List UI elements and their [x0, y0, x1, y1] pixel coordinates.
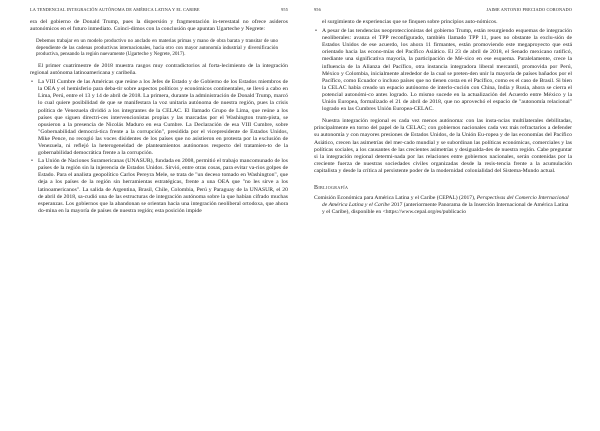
left-running-head-title: LA TENDENCIAL INTEGRACIÓN AUTÓNOMA DE AMÉRICA LATINA Y EL CARIBE [30, 7, 200, 12]
bibliography-heading: Bibliografía [314, 184, 349, 191]
list-item [30, 158, 288, 215]
bib-entry-author: Comisión Económica para América Latina y el Caribe (CEPAL) (2017), [314, 194, 477, 201]
right-page-number: 956 [314, 7, 321, 12]
block-quote: Debemos trabajar en un modelo productivo no anclado en materias primas y mano de obra barata y transitar de uno dependiente de las cadenas productivas internacionales, hacia otro con mayor autonomía industrial y diversificación productiva, pensando la región nuevamente (Ugarteche y Negrete, 2017). [36, 38, 278, 58]
right-running-head-title: JAIME ANTONIO PRECIADO CORONADO [486, 7, 572, 12]
right-continuation: el surgimiento de experiencias que se finquen sobre principios auto-nómicos. [322, 19, 498, 25]
list-item [314, 28, 572, 113]
right-running-head [314, 7, 572, 12]
bib-entry-rest: 2017 (anteriormente Panorama de la Inserción Internacional de América Latina y el Caribe), disponible en <https://www.cepal.org/es/publicacio [322, 201, 569, 215]
left-page-number: 955 [281, 7, 288, 12]
list-item [30, 79, 288, 157]
bullet-icon: • [31, 158, 33, 165]
right-bullet-list [314, 28, 572, 113]
bib-entry-title: Perspectivas del Comercio Internacional de América Latina y el Caribe [322, 194, 569, 208]
left-running-head [30, 7, 288, 12]
left-paragraph-2: El primer cuatrimestre de 2018 muestra rasgos muy contradictorios al forta-lecimiento de la integración regional autónoma latinoamericana y caribeña. [30, 62, 288, 77]
bullet-icon: • [315, 28, 317, 35]
bibliography-entry [314, 195, 572, 216]
left-intro-paragraph: era del gobierno de Donald Trump, pues la dispersión y fragmentación in-terestatal no ofrece asideros autonómicos en el futuro inmediato. Coinci-dimos con la conclusión que apuntan Ugarteche y Negrete: [30, 19, 288, 33]
right-paragraph-2: Nuestra integración regional es cada vez menos autónoma: con las insta-ncias multilaterales debilitadas, principalmente en torno del papel de la CELAC; con gobiernos nacionales cada vez más refractarios a defender su autonomía y con mayores presiones de Estados Unidos, de la Unión Eu-ropea y de las economías del Pacífico Asiático, crecen las asimetrías del mer-cado mundial y se subordinan las políticas económicas, comerciales y las políticas sociales, a los causantes de las crecientes asimetrías y desigualda-des de nuestra región. Cabe preguntar si la integración regional determi-nada por las relaciones entre gobiernos nacionales, serán contenidas por la creciente fuerza de nuestras sociedades civiles organizadas desde la resis-tencia frente a la acumulación capitalista y desde la crítica al persistente poder de la modernidad colonialidad del Sistema-Mundo actual. [314, 118, 572, 174]
list-item-text: A pesar de las tendencias neoproteccionistas del gobierno Trump, están resurgiendo esquemas de integración neoliberales: avanza el TPP reconfigurado, también llamado TPP 11, pues no obstante la exclu-sión de Estados Unidos de ese acuerdo, los ahora 11 firmantes, están promoviendo este megaproyecto que está orientado hacia las econo-mías del Pacífico Asiático. El 23 de abril de 2018, el Senado mexicano ratificó, mediante una significativa mayoría, la participación de Mé-xico en ese esquema. Paralelamente, crece la influencia de la Alianza del Pacífico, otra instancia integradora liberal mercantil, promovida por Perú, México y Colombia, inicialmente alrededor de la cual se preten-den unir la mayoría de países bañados por el Pacífico, como Ecuador o incluso países que no tienen costa en el Pacífico, como es el caso de Brasil. Si bien la CELAC había creado un espacio autónomo de interlo-cución con China, India y Rusia, ahora se cierra el potencial autonómi-co antes logrado. Lo mismo sucede en la actualización del Acuerdo entre México y la Unión Europea, formalizado el 21 de abril de 2018, que no aprovechó el espacio de "autonomía relacional" logrado en las Cumbres Unión Europea-CELAC. [322, 28, 572, 113]
list-item-text: La Unión de Naciones Suramericanas (UNASUR), fundada en 2008, permitió el trabajo mancomunado de los países de la región sin la injerencia de Estados Unidos. Sirvió, entre otras cosas, para evitar va-rios golpes de Estado. Para el analista geopolítico Carlos Pereyra Mele, se trata de "un deceso tomado en Washington", que deja a los países de la región sin herramientas estratégicas, frente a una OEA que "no les sirve a los latinoamericanos". La salida de Argentina, Brasil, Chile, Colombia, Perú y Paraguay de la UNASUR, el 20 de abril de 2018, sa-cudió una de las estructuras de integración autónoma sobre la que habían cifrado muchas esperanzas. Los gobiernos que la abandonan se orientan hacia una integración neoliberal ortodoxa, que ahora do-mina en la mayoría de países de nuestra región; esta posición impide [38, 158, 288, 214]
list-item-text: La VIII Cumbre de las Américas que reúne a los Jefes de Estado y de Gobierno de los Estados miembros de la OEA y el hemisferio para deba-tir sobre aspectos políticos y económicos continentales, se llevó a cabo en Lima, Perú, entre el 13 y 14 de abril de 2018. La primera, durante la administración de Donald Trump, marcó lo cual quiere posibilidad de que se manifestara la voz unitaria autónoma de nuestra región, pues la crisis política de Venezuela dividió a los integrantes de la CELAC. El llamado Grupo de Lima, que reúne a los países que siguen directri-ces intervencionistas propias y las marcadas por el Washington trum-pista, se opusieron a la presencia de Nicolás Maduro en esa Cumbre. La Declaración de esa VIII Cumbre, sobre "Gobernabilidad democrá-tica frente a la corrupción", presidida por el vicepresidente de Estados Unidos, Mike Pence, no recogió las voces disidentes de los países que no asistieron en protesta por la exclusión de Venezuela, ni reflejó la heterogeneidad de planteamientos autónomos respecto del tratamien-to de la gobernabilidad democrática frente a la corrupción. [38, 79, 288, 157]
right-page [300, 0, 600, 431]
left-bullet-list [30, 79, 288, 215]
bullet-icon: • [31, 79, 33, 86]
